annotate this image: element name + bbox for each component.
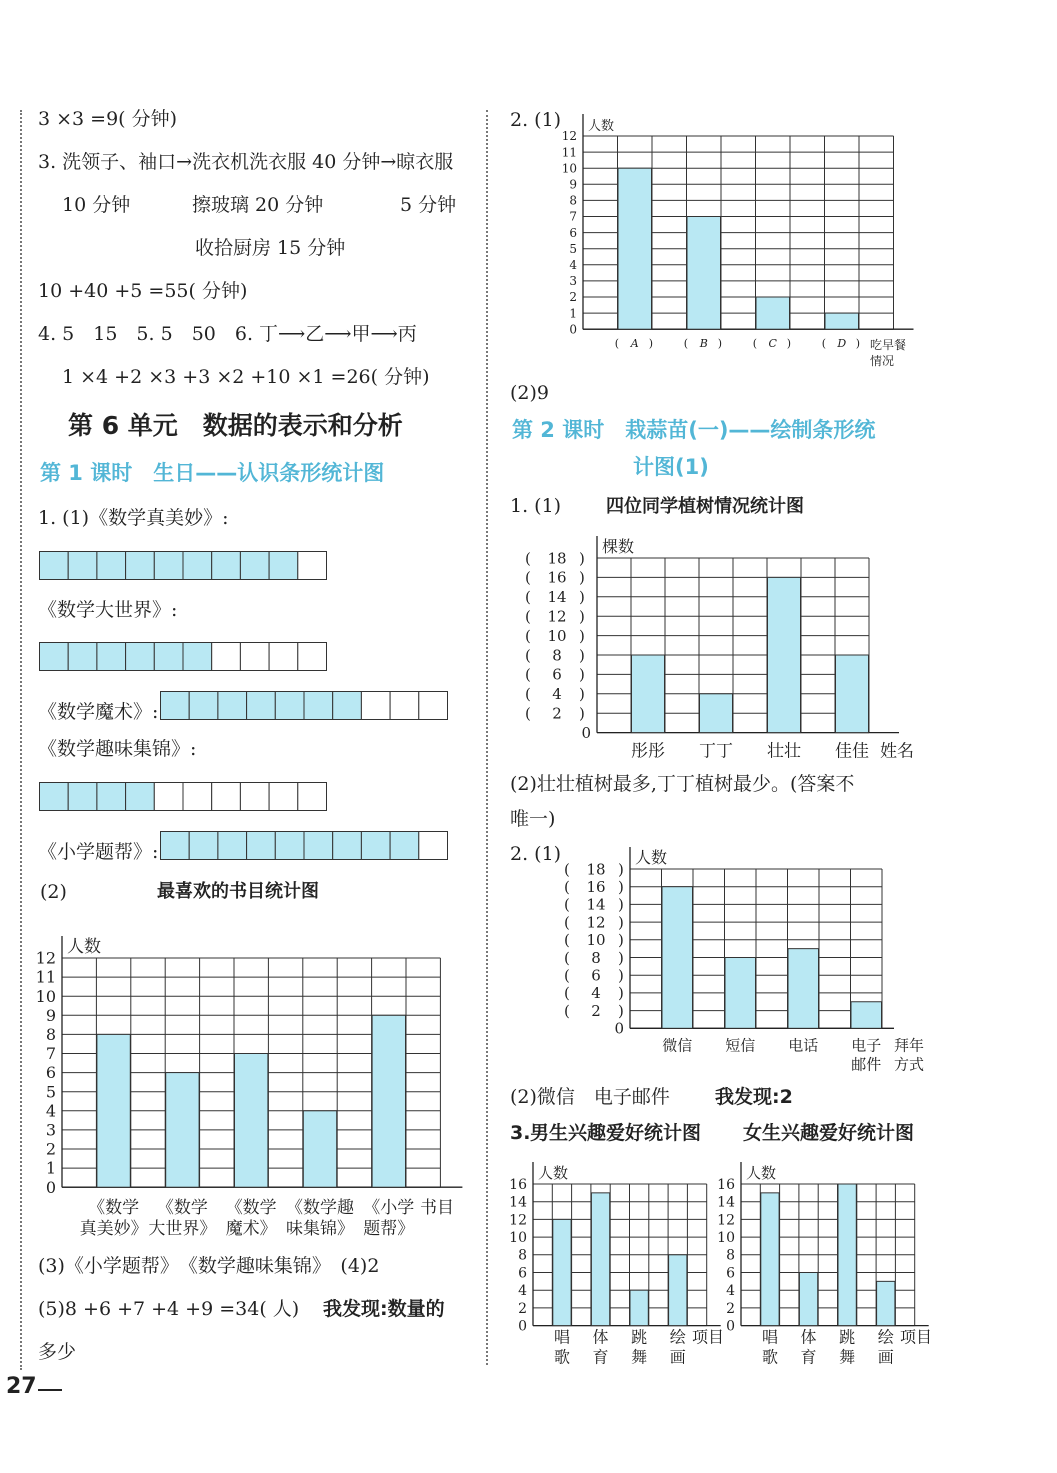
- y-tick-label: 12: [561, 129, 577, 144]
- q1-answer-line2: 唯一): [510, 808, 556, 830]
- y-axis-label: 人数: [746, 1164, 777, 1182]
- q1-answer-line1: (2)壮壮植树最多,丁丁植树最少。(答案不: [510, 773, 855, 795]
- category-label: C: [768, 337, 777, 351]
- y-tick-label: 0: [569, 322, 577, 337]
- category-label: 壮壮: [767, 741, 801, 762]
- category-label: 跳: [839, 1327, 856, 1347]
- book-label-4: 《数学趣味集锦》:: [38, 738, 197, 760]
- y-tick-label: 5: [45, 1082, 56, 1102]
- y-tick-label: 11: [35, 967, 56, 987]
- q5-line2: 多少: [38, 1341, 77, 1363]
- y-tick-label: 0: [45, 1177, 56, 1197]
- category-label: 《数学: [88, 1198, 140, 1219]
- q1-2-label: (2): [40, 881, 67, 903]
- q3-time-a: 10 分钟: [62, 194, 131, 216]
- y-tick-paren: ): [579, 568, 585, 587]
- category-label: 邮件: [851, 1055, 882, 1074]
- y-tick-paren: (: [525, 665, 531, 684]
- category-label: 育: [800, 1347, 817, 1367]
- q2b-find: 我发现:2: [715, 1086, 793, 1108]
- q3-time-d: 收拾厨房 15 分钟: [195, 237, 346, 259]
- category-paren: ): [717, 337, 723, 351]
- category-label: 短信: [725, 1036, 756, 1055]
- lesson2-title-cont: 计图(1): [633, 455, 709, 479]
- y-tick-paren: (: [525, 568, 531, 587]
- y-tick-label: 3: [45, 1120, 56, 1140]
- y-tick-label: 6: [518, 1265, 527, 1282]
- q2-2-answer: (2)9: [510, 382, 550, 404]
- y-tick-paren: ): [579, 626, 585, 645]
- y-tick-paren: (: [525, 549, 531, 568]
- category-label: 电子: [851, 1036, 882, 1055]
- category-label: 画: [669, 1347, 686, 1367]
- y-tick-paren: ): [618, 877, 624, 896]
- q5-line1: (5)8 +6 +7 +4 +9 =34( 人): [38, 1298, 300, 1320]
- y-tick-paren: (: [525, 588, 531, 607]
- category-paren: (: [683, 337, 689, 351]
- bar-跳舞: [838, 1184, 856, 1326]
- y-tick-label: 12: [35, 948, 56, 968]
- y-tick-paren: (: [525, 626, 531, 645]
- y-tick-label: 0: [614, 1019, 624, 1038]
- y-tick-paren: ): [618, 966, 624, 985]
- q3-title-boys: 男生兴趣爱好统计图: [530, 1122, 702, 1144]
- category-label: 佳佳: [835, 741, 869, 762]
- category-label: 唱: [761, 1327, 778, 1347]
- category-label: 绘: [669, 1327, 686, 1347]
- x-axis-label: 项目: [692, 1327, 725, 1347]
- y-tick-paren: ): [579, 588, 585, 607]
- category-label: 丁丁: [699, 741, 733, 762]
- calc-line: 3 ×3 =9( 分钟): [38, 108, 178, 130]
- y-tick-paren: ): [579, 685, 585, 704]
- q3-time-c: 5 分钟: [400, 194, 457, 216]
- y-tick-label: 5: [569, 241, 577, 256]
- category-label: 唱: [553, 1327, 570, 1347]
- bar-体育: [799, 1273, 817, 1326]
- y-tick-label: 10: [717, 1230, 735, 1246]
- y-tick-label: 4: [569, 258, 577, 272]
- q5-find: 我发现:数量的: [323, 1298, 445, 1320]
- y-tick-label: 9: [569, 177, 577, 192]
- x-axis-label: 拜年: [894, 1036, 925, 1055]
- book-label-2: 《数学大世界》:: [38, 599, 178, 621]
- x-axis-label: 吃早餐: [870, 338, 907, 353]
- y-tick-label: 10: [586, 931, 606, 950]
- y-tick-label: 4: [591, 984, 601, 1003]
- y-tick-label: 8: [552, 646, 562, 665]
- y-axis-label: 人数: [588, 119, 615, 134]
- y-tick-label: 14: [547, 588, 567, 607]
- y-tick-paren: ): [579, 665, 585, 684]
- y-tick-label: 6: [552, 665, 562, 684]
- y-tick-paren: (: [564, 860, 570, 879]
- y-tick-label: 8: [518, 1247, 527, 1264]
- y-axis-label: 人数: [538, 1164, 569, 1182]
- y-tick-label: 2: [552, 704, 562, 723]
- y-tick-label: 18: [547, 549, 567, 568]
- x-axis-label: 项目: [900, 1327, 933, 1347]
- category-paren: ): [855, 337, 861, 351]
- y-tick-label: 0: [518, 1318, 527, 1335]
- chart3-title: 四位同学植树情况统计图: [606, 496, 804, 517]
- q3-label: 3.: [510, 1122, 531, 1144]
- y-tick-label: 7: [45, 1044, 56, 1064]
- page-number: 27: [6, 1374, 37, 1399]
- category-label: D: [837, 337, 847, 351]
- category-label: 《数学: [156, 1198, 208, 1219]
- y-tick-label: 12: [547, 607, 567, 626]
- bar-绘画: [877, 1281, 895, 1325]
- y-tick-paren: (: [564, 984, 570, 1003]
- y-tick-label: 16: [586, 877, 606, 896]
- y-tick-label: 14: [717, 1194, 735, 1211]
- unit-title: 第 6 单元 数据的表示和分析: [68, 411, 403, 440]
- q6-line: 1 ×4 +2 ×3 +3 ×2 +10 ×1 =26( 分钟): [62, 366, 430, 388]
- y-tick-label: 10: [509, 1230, 527, 1246]
- book-label-5: 《小学题帮》:: [38, 841, 159, 863]
- category-label: 微信: [662, 1036, 693, 1055]
- y-tick-label: 4: [45, 1101, 56, 1121]
- x-axis-label: 方式: [894, 1055, 925, 1074]
- y-tick-paren: (: [525, 607, 531, 626]
- y-tick-paren: (: [525, 685, 531, 704]
- y-tick-label: 18: [586, 860, 606, 879]
- y-tick-paren: ): [579, 549, 585, 568]
- y-tick-label: 2: [591, 1001, 601, 1020]
- q2b-answer: (2)微信 电子邮件: [510, 1086, 670, 1108]
- y-tick-label: 2: [569, 290, 577, 305]
- category-paren: ): [648, 337, 654, 351]
- y-tick-label: 6: [45, 1063, 56, 1083]
- y-tick-paren: ): [579, 646, 585, 665]
- q3-line1: 3. 洗领子、袖口→洗衣机洗衣服 40 分钟→晾衣服: [38, 151, 454, 173]
- y-tick-label: 12: [586, 913, 606, 932]
- y-tick-label: 2: [726, 1300, 735, 1317]
- category-label: 体: [592, 1327, 609, 1347]
- y-tick-paren: ): [579, 607, 585, 626]
- category-label: 歌: [553, 1347, 570, 1367]
- y-tick-label: 16: [547, 568, 567, 587]
- category-label: 真美妙》: [79, 1219, 148, 1240]
- category-paren: (: [752, 337, 758, 351]
- y-tick-label: 1: [569, 306, 577, 321]
- y-tick-paren: (: [564, 966, 570, 985]
- y-tick-label: 8: [726, 1247, 735, 1264]
- y-tick-label: 6: [569, 225, 577, 240]
- q2-label: 2. (1): [510, 109, 562, 131]
- y-tick-label: 1: [45, 1158, 56, 1178]
- category-label: 歌: [761, 1347, 778, 1367]
- category-label: 跳: [631, 1327, 648, 1347]
- y-tick-label: 2: [518, 1300, 527, 1317]
- y-tick-label: 4: [518, 1283, 527, 1300]
- y-tick-paren: (: [525, 646, 531, 665]
- y-tick-label: 16: [717, 1176, 735, 1193]
- y-tick-paren: ): [579, 704, 585, 723]
- category-label: A: [630, 337, 639, 351]
- category-label: 彤彤: [631, 741, 665, 762]
- q2b-label: 2. (1): [510, 843, 562, 865]
- y-tick-label: 4: [552, 685, 562, 704]
- y-tick-label: 12: [509, 1212, 527, 1229]
- category-label: 大世界》: [148, 1219, 217, 1240]
- y-axis-label: 人数: [635, 848, 668, 867]
- y-axis-label: 棵数: [602, 537, 635, 556]
- x-axis-label: 情况: [870, 354, 895, 369]
- category-label: 《小学: [363, 1198, 415, 1219]
- y-tick-label: 0: [726, 1318, 735, 1335]
- category-label: 味集锦》: [286, 1219, 354, 1240]
- chart1-title: 最喜欢的书目统计图: [157, 881, 319, 902]
- q4-line: 4. 5 15 5. 5 50 6. 丁⟶乙⟶甲⟶丙: [38, 323, 417, 345]
- book-label-3: 《数学魔术》:: [38, 701, 159, 723]
- x-axis-label: 姓名: [880, 741, 914, 762]
- y-tick-paren: (: [564, 913, 570, 932]
- category-label: 《数学趣: [286, 1198, 354, 1219]
- y-tick-paren: (: [564, 895, 570, 914]
- y-tick-label: 4: [726, 1283, 735, 1300]
- y-tick-label: 16: [509, 1176, 527, 1193]
- y-tick-paren: (: [525, 704, 531, 723]
- y-tick-label: 10: [547, 626, 567, 645]
- q3-title-girls: 女生兴趣爱好统计图: [743, 1122, 915, 1144]
- y-axis-label: 人数: [67, 937, 101, 957]
- category-paren: ): [786, 337, 792, 351]
- y-tick-label: 9: [45, 1005, 56, 1025]
- y-tick-paren: ): [618, 860, 624, 879]
- category-label: 绘: [877, 1327, 894, 1347]
- q3-answer: (3)《小学题帮》 《数学趣味集锦》 (4)2: [38, 1255, 380, 1277]
- y-tick-label: 3: [569, 274, 577, 289]
- category-label: 魔术》: [225, 1219, 277, 1240]
- category-label: 舞: [839, 1347, 856, 1367]
- y-tick-paren: ): [618, 984, 624, 1003]
- y-tick-label: 6: [726, 1265, 735, 1282]
- y-tick-paren: ): [618, 1001, 624, 1020]
- y-tick-paren: ): [618, 895, 624, 914]
- y-tick-paren: (: [564, 948, 570, 967]
- category-paren: (: [614, 337, 620, 351]
- category-label: 育: [592, 1347, 609, 1367]
- category-label: 体: [800, 1327, 817, 1347]
- y-tick-paren: (: [564, 1001, 570, 1020]
- y-tick-label: 10: [35, 986, 56, 1006]
- lesson1-title: 第 1 课时 生日——认识条形统计图: [40, 461, 385, 485]
- y-tick-label: 11: [561, 145, 577, 160]
- y-tick-paren: (: [564, 931, 570, 950]
- bar-唱歌: [761, 1193, 779, 1326]
- y-tick-paren: (: [564, 877, 570, 896]
- y-tick-paren: ): [618, 931, 624, 950]
- y-tick-label: 8: [569, 193, 577, 208]
- y-tick-label: 6: [591, 966, 601, 985]
- q1-intro: 1. (1)《数学真美妙》:: [38, 507, 229, 529]
- y-tick-paren: ): [618, 913, 624, 932]
- y-tick-label: 8: [591, 948, 601, 967]
- category-label: 电话: [788, 1036, 819, 1055]
- y-tick-label: 14: [586, 895, 606, 914]
- y-tick-label: 8: [45, 1025, 56, 1044]
- lesson2-title: 第 2 课时 栽蒜苗(一)——绘制条形统: [512, 418, 876, 442]
- category-label: 题帮》: [363, 1219, 415, 1240]
- y-tick-label: 10: [561, 161, 577, 176]
- y-tick-label: 0: [581, 723, 591, 742]
- category-paren: (: [821, 337, 827, 351]
- q3-time-b: 擦玻璃 20 分钟: [192, 194, 324, 216]
- category-label: 《数学: [225, 1198, 277, 1219]
- y-tick-label: 12: [717, 1212, 735, 1229]
- y-tick-label: 7: [569, 209, 577, 224]
- y-tick-label: 14: [509, 1194, 527, 1211]
- q1-label: 1. (1): [510, 495, 562, 517]
- x-axis-label: 书目: [420, 1198, 454, 1219]
- y-tick-paren: ): [618, 948, 624, 967]
- category-label: 舞: [631, 1347, 648, 1367]
- sum-line: 10 +40 +5 =55( 分钟): [38, 280, 248, 302]
- y-tick-label: 2: [45, 1139, 56, 1159]
- category-label: B: [699, 337, 708, 351]
- category-label: 画: [877, 1347, 894, 1367]
